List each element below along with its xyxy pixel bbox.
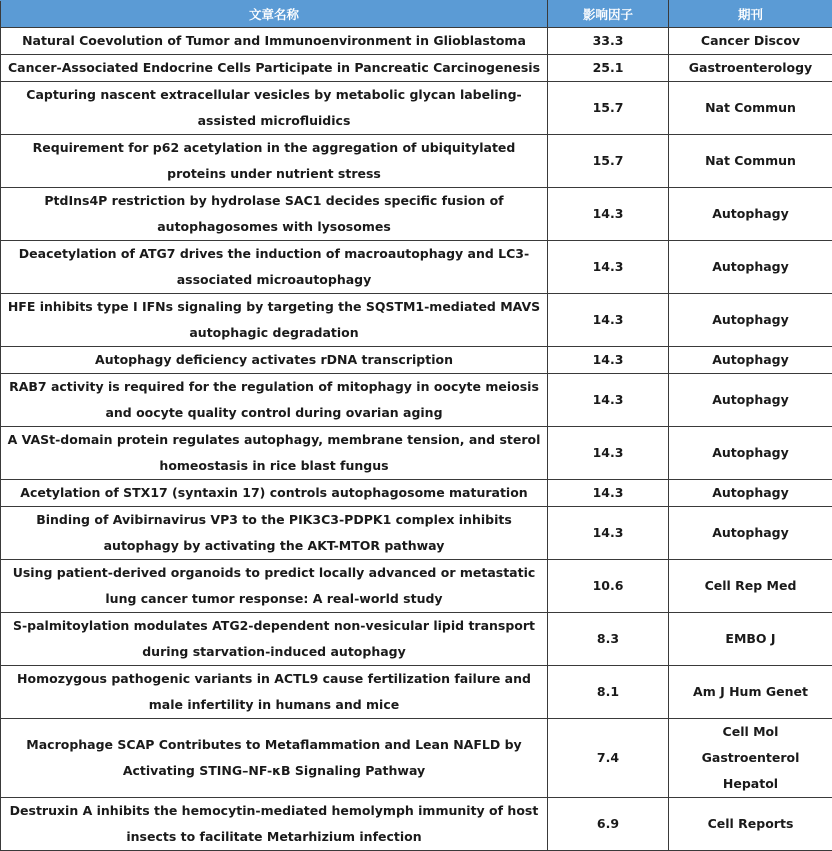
article-title-cell: PtdIns4P restriction by hydrolase SAC1 decides specific fusion of autophagosomes with lysosomes (1, 188, 548, 241)
article-title-cell: S-palmitoylation modulates ATG2-dependent non-vesicular lipid transport during starvation-induced autophagy (1, 613, 548, 666)
table-row (1, 55, 832, 82)
impact-factor-cell: 14.3 (548, 294, 669, 347)
table-row (1, 480, 832, 507)
journal-cell: Autophagy (669, 480, 832, 507)
article-title-cell: Natural Coevolution of Tumor and Immunoenvironment in Glioblastoma (1, 28, 548, 55)
table-row (1, 374, 832, 427)
table-row (1, 82, 832, 135)
article-title-cell: Destruxin A inhibits the hemocytin-mediated hemolymph immunity of host insects to facilitate Metarhizium infection (1, 798, 548, 851)
journal-cell: Autophagy (669, 507, 832, 560)
journal-cell: Autophagy (669, 294, 832, 347)
table-row (1, 188, 832, 241)
impact-factor-cell: 33.3 (548, 28, 669, 55)
table-row (1, 560, 832, 613)
article-title-cell: Requirement for p62 acetylation in the aggregation of ubiquitylated proteins under nutrient stress (1, 135, 548, 188)
impact-factor-cell: 8.1 (548, 666, 669, 719)
article-title-cell: Cancer-Associated Endocrine Cells Participate in Pancreatic Carcinogenesis (1, 55, 548, 82)
table-row (1, 666, 832, 719)
journal-cell: Nat Commun (669, 135, 832, 188)
table-row (1, 241, 832, 294)
article-title-cell: HFE inhibits type I IFNs signaling by targeting the SQSTM1-mediated MAVS autophagic degradation (1, 294, 548, 347)
table-row (1, 347, 832, 374)
impact-factor-cell: 10.6 (548, 560, 669, 613)
article-title-cell: Using patient-derived organoids to predict locally advanced or metastatic lung cancer tumor response: A real-world study (1, 560, 548, 613)
impact-factor-cell: 14.3 (548, 507, 669, 560)
journal-cell: Autophagy (669, 347, 832, 374)
article-title-cell: Deacetylation of ATG7 drives the induction of macroautophagy and LC3-associated microautophagy (1, 241, 548, 294)
impact-factor-cell: 14.3 (548, 241, 669, 294)
journal-cell: Autophagy (669, 374, 832, 427)
table-row (1, 427, 832, 480)
impact-factor-cell: 14.3 (548, 188, 669, 241)
impact-factor-cell: 7.4 (548, 719, 669, 798)
journal-cell: Cell Rep Med (669, 560, 832, 613)
article-title-cell: RAB7 activity is required for the regulation of mitophagy in oocyte meiosis and oocyte quality control during ovarian aging (1, 374, 548, 427)
table-row (1, 294, 832, 347)
impact-factor-cell: 25.1 (548, 55, 669, 82)
table-row (1, 798, 832, 851)
impact-factor-cell: 14.3 (548, 427, 669, 480)
column-header-impact-factor: 影响因子 (548, 1, 669, 28)
table-row (1, 28, 832, 55)
article-title-cell: Capturing nascent extracellular vesicles by metabolic glycan labeling-assisted microfluidics (1, 82, 548, 135)
column-header-title: 文章名称 (1, 1, 548, 28)
journal-cell: Autophagy (669, 188, 832, 241)
article-title-cell: Homozygous pathogenic variants in ACTL9 cause fertilization failure and male infertility in humans and mice (1, 666, 548, 719)
journal-cell: Am J Hum Genet (669, 666, 832, 719)
journal-cell: Nat Commun (669, 82, 832, 135)
journal-cell: Gastroenterology (669, 55, 832, 82)
article-title-cell: A VASt-domain protein regulates autophagy, membrane tension, and sterol homeostasis in rice blast fungus (1, 427, 548, 480)
journal-cell: Cell Mol Gastroenterol Hepatol (669, 719, 832, 798)
journal-cell: Cell Reports (669, 798, 832, 851)
header-row (1, 1, 832, 28)
table-body (1, 28, 832, 851)
article-title-cell: Macrophage SCAP Contributes to Metaflammation and Lean NAFLD by Activating STING–NF-κB Signaling Pathway (1, 719, 548, 798)
column-header-journal: 期刊 (669, 1, 832, 28)
article-title-cell: Autophagy deficiency activates rDNA transcription (1, 347, 548, 374)
table-header (1, 1, 832, 28)
journal-cell: EMBO J (669, 613, 832, 666)
article-title-cell: Binding of Avibirnavirus VP3 to the PIK3C3-PDPK1 complex inhibits autophagy by activating the AKT-MTOR pathway (1, 507, 548, 560)
impact-factor-cell: 6.9 (548, 798, 669, 851)
journal-cell: Autophagy (669, 427, 832, 480)
table-row (1, 507, 832, 560)
table-row (1, 135, 832, 188)
article-title-cell: Acetylation of STX17 (syntaxin 17) controls autophagosome maturation (1, 480, 548, 507)
impact-factor-cell: 14.3 (548, 480, 669, 507)
impact-factor-cell: 8.3 (548, 613, 669, 666)
impact-factor-cell: 15.7 (548, 135, 669, 188)
impact-factor-cell: 14.3 (548, 347, 669, 374)
impact-factor-cell: 14.3 (548, 374, 669, 427)
impact-factor-cell: 15.7 (548, 82, 669, 135)
journal-cell: Autophagy (669, 241, 832, 294)
table-row (1, 719, 832, 798)
table-row (1, 613, 832, 666)
journal-cell: Cancer Discov (669, 28, 832, 55)
